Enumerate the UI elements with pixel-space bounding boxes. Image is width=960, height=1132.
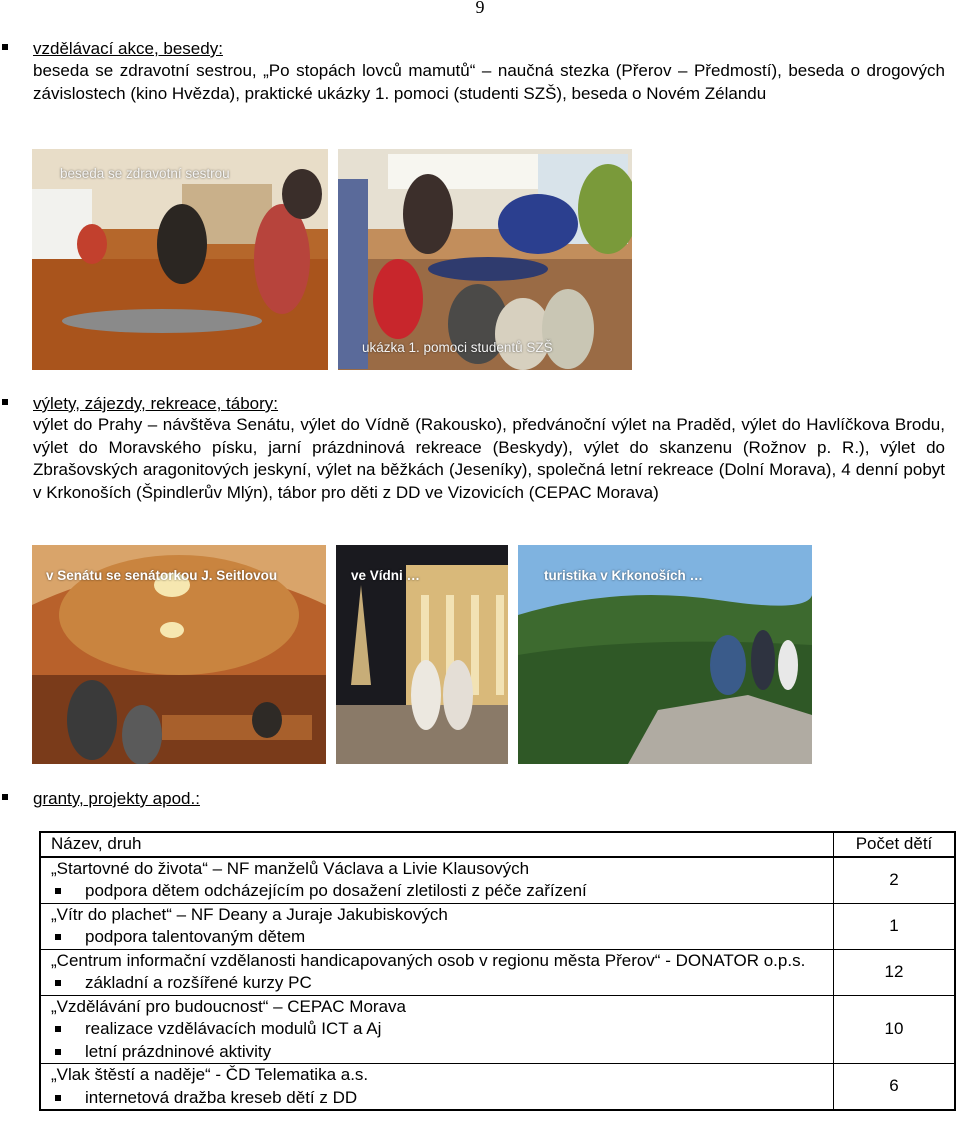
- section-title-grants: granty, projekty apod.:: [33, 789, 200, 808]
- section-text-trips: výlet do Prahy – návštěva Senátu, výlet do Vídně (Rakousko), předvánoční výlet na Praděd, výlet do Havlíčkova Brodu, výlet do Moravského písku, jarní prázdninová rekreace (Beskydy), výlet do skanzenu (Rožnov p. R.), výlet do Zbrašovských aragonitových jeskyní, výlet na běžkách (Jeseníky), společná letní rekreace (Dolní Morava), 4 denní pobyt v Krkonoších (Špindlerův Mlýn), tábor pro děti z DD ve Vizovicích (CEPAC Morava): [33, 415, 945, 502]
- section-title-education: vzdělávací akce, besedy:: [33, 39, 223, 58]
- photo-caption: ve Vídni …: [351, 568, 421, 583]
- photo-senate: [32, 545, 326, 764]
- section-bullet: [2, 399, 8, 405]
- grant-title: „Vítr do plachet“ – NF Deany a Juraje Jakubiskových: [51, 904, 448, 924]
- grant-item: podpora talentovaným dětem: [51, 926, 823, 949]
- page-number: 9: [475, 0, 485, 17]
- photo-nurse-talk: [32, 149, 328, 370]
- grant-title: „Centrum informační vzdělanosti handicapovaných osob v regionu města Přerov“ - DONATOR o.p.s.: [51, 950, 806, 970]
- grant-title: „Vzdělávání pro budoucnost“ – CEPAC Morava: [51, 996, 406, 1016]
- table-row: [40, 995, 955, 1064]
- table-cell-name: [40, 857, 834, 904]
- table-cell-name: [40, 949, 834, 995]
- table-row: [40, 857, 955, 904]
- photo-caption: ukázka 1. pomoci studentů SZŠ: [362, 340, 553, 355]
- grant-item: základní a rozšířené kurzy PC: [51, 972, 823, 995]
- table-cell-name: [40, 1064, 834, 1111]
- section-title-trips: výlety, zájezdy, rekreace, tábory:: [33, 394, 279, 413]
- grant-title: „Vlak štěstí a naděje“ - ČD Telematika a.s.: [51, 1065, 369, 1084]
- section-bullet: [2, 44, 8, 50]
- grants-table: [39, 831, 956, 1111]
- table-row: [40, 949, 955, 995]
- section-text-education: beseda se zdravotní sestrou, „Po stopách lovců mamutů“ – naučná stezka (Přerov – Předmostí), beseda o drogových závislostech (kino Hvězda), praktické ukázky 1. pomoci (studenti SZŠ), beseda o Novém Zélandu: [33, 61, 945, 103]
- section-bullet: [2, 794, 8, 800]
- column-header-count: Počet dětí: [834, 832, 956, 857]
- table-row: [40, 1064, 955, 1111]
- table-row: [40, 903, 955, 949]
- photo-first-aid: [338, 149, 632, 370]
- photo-caption: v Senátu se senátorkou J. Seitlovou: [46, 568, 278, 583]
- photo-caption: turistika v Krkonoších …: [544, 568, 704, 583]
- grant-title: „Startovné do života“ – NF manželů Václava a Livie Klausových: [51, 858, 530, 878]
- table-cell-count: 12: [834, 949, 956, 995]
- grant-item: podpora dětem odcházejícím po dosažení zletilosti z péče zařízení: [51, 880, 823, 903]
- table-cell-name: [40, 903, 834, 949]
- photo-krkonose: [518, 545, 812, 764]
- table-header-row: [40, 832, 955, 857]
- table-cell-count: 1: [834, 903, 956, 949]
- grant-item: realizace vzdělávacích modulů ICT a Aj: [51, 1018, 823, 1041]
- table-cell-count: 6: [834, 1064, 956, 1111]
- grant-item: internetová dražba kreseb dětí z DD: [51, 1087, 823, 1110]
- photo-caption: beseda se zdravotní sestrou: [60, 166, 230, 181]
- grant-item: letní prázdninové aktivity: [51, 1041, 823, 1064]
- table-cell-count: 10: [834, 995, 956, 1064]
- table-cell-count: 2: [834, 857, 956, 904]
- photo-vienna: [336, 545, 508, 764]
- column-header-name: Název, druh: [40, 832, 834, 857]
- table-cell-name: [40, 995, 834, 1064]
